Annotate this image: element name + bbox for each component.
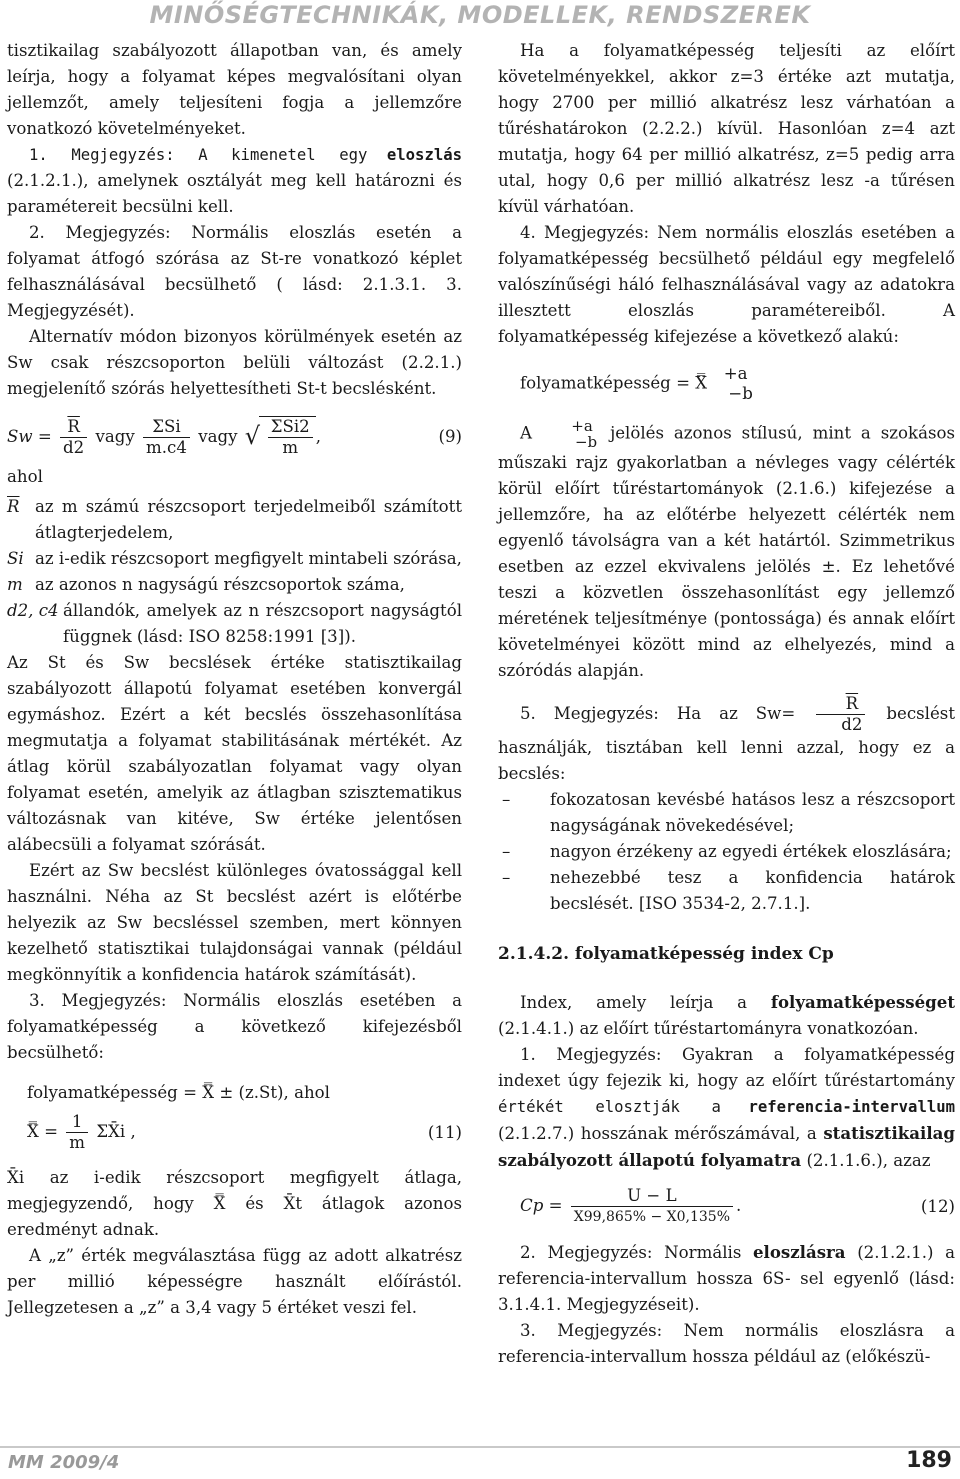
note-3: 3. Megjegyzés: Normális eloszlás esetében a folyamatképesség a következő kifejezésből becsülhető:: [7, 991, 462, 1062]
bullet-list: [498, 787, 955, 917]
note-3-right: 3. Megjegyzés: Nem normális eloszlásra a referencia-intervallum hossza például az (előkészü-: [498, 1321, 955, 1366]
running-title: MINŐSÉGTECHNIKÁK, MODELLEK, RENDSZEREK: [149, 1, 811, 29]
definition-item: $\overline{R}$ az m számú részcsoport terjedelmeiből számított átlagterjedelem,: [7, 497, 462, 542]
note-1: 1. Megjegyzés: A kimenetel egy eloszlás (2.1.2.1.), amelynek osztályát meg kell határozni és paramétereit becsülni kell.: [7, 146, 462, 216]
equation-12: Cp = $\frac{U - L}{X99,865\% - X0,135\%}$ . (12): [520, 1186, 955, 1225]
paragraph: tisztikailag szabályozott állapotban van, és amely leírja, hogy a folyamat képes megvalósítani olyan jellemzőt, amely teljesíteni fogja a jellemzőre vonatkozó követelményeket.: [7, 41, 462, 138]
list-item: – nehezebbé tesz a konfidencia határok becslését. [ISO 3534-2, 2.7.1.].: [502, 868, 955, 913]
note-5: 5. Megjegyzés: Ha az Sw= $\frac{\overline{R}}{d2}$ becslést használják, tisztában kell lenni azzal, hogy ez a becslés:: [498, 694, 955, 783]
note-4: 4. Megjegyzés: Nem normális eloszlás esetében a folyamatképesség becsülhető például egy megfelelő valószínűségi háló felhasználásával vagy az adatokra illesztett eloszlás paramétereiből. A folyamatképesség kifejezése a következő alakú:: [498, 223, 955, 346]
left-column: [7, 38, 462, 1321]
paragraph: Ezért az Sw becslést különleges óvatossággal kell használni. Néha az St becslést azért is előtérbe helyezik az Sw becsléssel szemben, mert könnyen kezelhető statisztikai tulajdonságai vannak (például megkönnyítik a konfidencia határok számítását).: [7, 861, 462, 984]
definition-list: [7, 494, 462, 650]
equation-9: Sw = $\frac{\overline{R}}{d2}$ vagy $\frac{\text{ΣSi}}{m.c4}$ vagy √ $\frac{\text{ΣSi2}}{m}$ , (9): [7, 416, 462, 458]
equation-number: (9): [438, 427, 462, 446]
right-column: [498, 38, 955, 1370]
paragraph: Ha a folyamatképesség teljesíti az előírt követelményekkel, akkor z=3 értéke azt mutatja, hogy 2700 per millió alkatrész lesz várhatóan a tűréshatárokon (2.2.2.) kívül. Hasonlóan z=4 azt mutatja, hogy 64 per millió alkatrész, z=5 pedig arra utal, hogy 0,6 per millió alkatrész lesz -a tűrésen kívül várhatóan.: [498, 41, 955, 216]
issue-label: MM 2009/4: [8, 1452, 120, 1473]
paragraph: X̄i az i-edik részcsoport megfigyelt átlaga, megjegyzendő, hogy X̿ és X̄t átlagok azonos eredményt adnak.: [7, 1168, 462, 1239]
paragraph: Index, amely leírja a folyamatképességet (2.1.4.1.) az előírt tűréstartományra vonatkozóan.: [498, 992, 955, 1038]
equation-number: (12): [920, 1196, 955, 1216]
paragraph: Alternatív módon bizonyos körülmények esetén az Sw csak részcsoporton belüli változást (2.2.1.) megjelenítő szórás helyettesítheti St-t becslésként.: [7, 327, 462, 398]
paragraph: A +a −b jelölés azonos stílusú, mint a szokásos műszaki rajz gyakorlatban a névleges vagy célérték körül előírt tűréstartományok (2.1.6.) kifejezése a jellemzőre, ha az előtérbe helyezett célérték nem egyenlő távolságra van a két határtól. Szimmetrikus esetben az ezzel ekvivalens jelölés ±. Ez lehetővé teszi a közvetlen összehasonlítást egy jellemző méretének teljesítménye (pontossága) és annak előírt követelményei között mind az elhelyezés, mind a szóródás alapján.: [498, 417, 955, 680]
list-item: – nagyon érzékeny az egyedi értékek eloszlására;: [502, 842, 952, 861]
paragraph: Az St és Sw becslések értéke statisztikailag szabályozott állapotú folyamat esetében konvergál egymáshoz. Ezért a két becslés összehasonlítása megmutatja a folyamat stabilitásának mértékét. Az átlag körül szabályozatlan folyamat vagy olyan folyamat esetén, amelyik az átlagban szisztematikus változásnak van kitéve, Sw értéke jelentősen alábecsüli a folyamat szórását.: [7, 653, 462, 854]
note-2: 2. Megjegyzés: Normális eloszlás esetén a folyamat átfogó szórása az St-re vonatkozó képlet felhasználásával becsülhető ( lásd: 2.1.3.1. 3. Megjegyzését).: [7, 223, 462, 320]
section-heading: 2.1.4.2. folyamatképesség index Cp: [498, 944, 834, 964]
footer-divider: [0, 1446, 960, 1448]
page-number: 189: [906, 1448, 952, 1473]
equation-number: (11): [427, 1122, 462, 1142]
capability-expression-asym: folyamatképesség = X̿ +a −b: [520, 364, 753, 403]
list-item: – fokozatosan kevésbé hatásos lesz a részcsoport nagyságának növekedésével;: [502, 790, 955, 835]
note-2-right: 2. Megjegyzés: Normális eloszlásra (2.1.2.1.) a referencia-intervallum hossza 6S- sel egyenlő (lásd: 3.1.4.1. Megjegyzéseit).: [498, 1242, 955, 1314]
capability-expression: folyamatképesség = X̿ ± (z.St), ahol: [27, 1083, 330, 1102]
note-1-right: 1. Megjegyzés: Gyakran a folyamatképesség indexet úgy fejezik ki, hogy az előírt tűréstartomány értékét elosztják a referencia-intervallum (2.1.2.7.) hosszának mérőszámával, a statisztikailag szabályozott állapotú folyamatra (2.1.1.6.), azaz: [498, 1045, 955, 1170]
equation-11: X̿ = $\frac{1}{m}$ ΣX̄i , (11): [27, 1112, 462, 1152]
ahol-label: ahol: [7, 467, 43, 486]
definition-item: m az azonos n nagyságú részcsoportok száma,: [7, 575, 405, 594]
paragraph: A „z” érték megválasztása függ az adott alkatrész per millió képességre használt előírástól. Jellegzetesen a „z” a 3,4 vagy 5 értéket veszi fel.: [7, 1246, 462, 1317]
definition-item: d2, c4 állandók, amelyek az n részcsoport nagyságtól függnek (lásd: ISO 8258:1991 [3]).: [7, 601, 462, 646]
definition-item: Si az i-edik részcsoport megfigyelt mintabeli szórása,: [7, 549, 462, 568]
